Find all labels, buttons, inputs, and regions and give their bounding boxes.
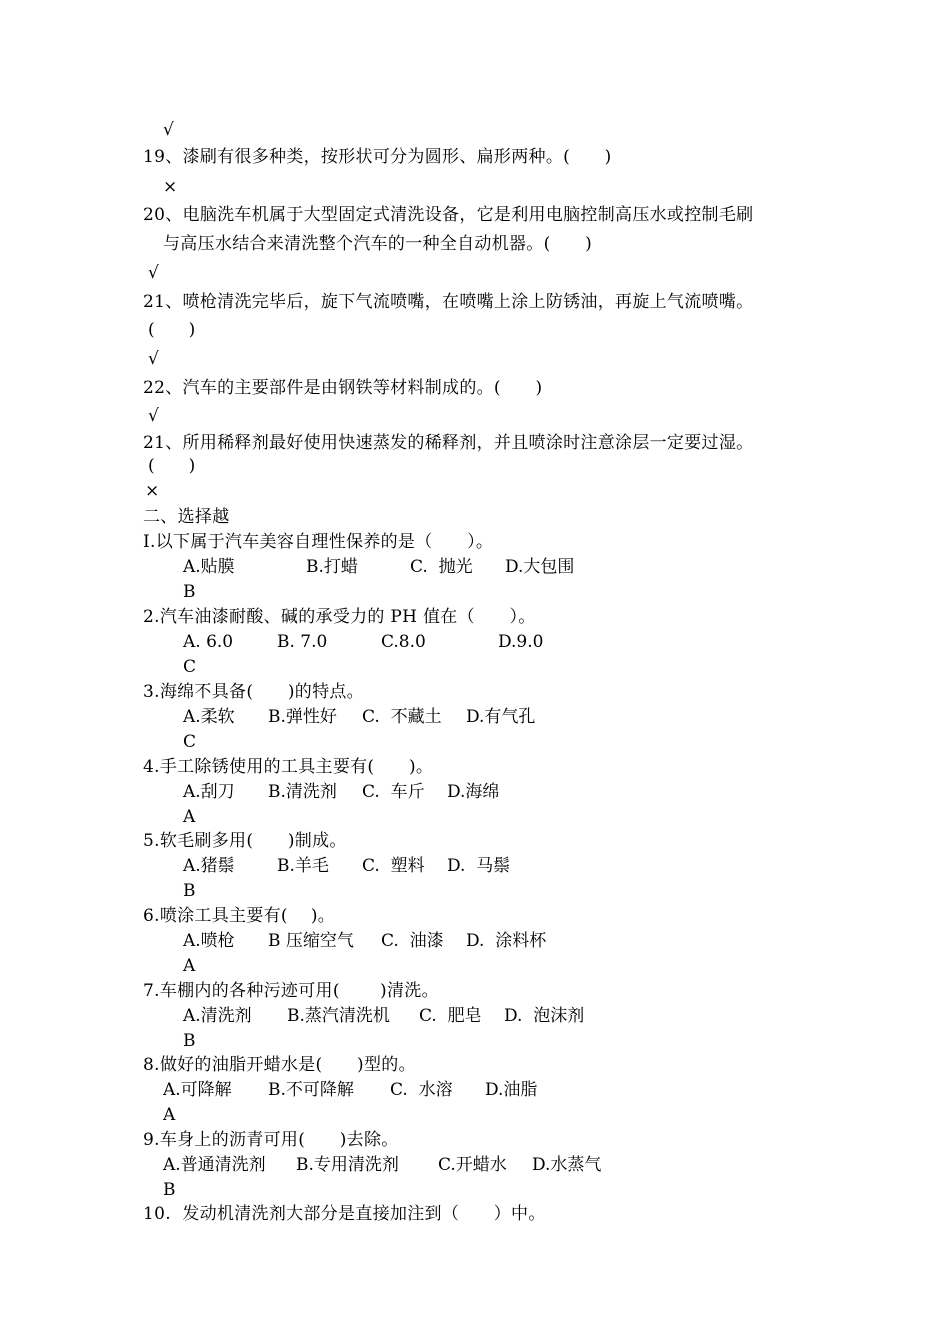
mc-8-option-c: C. 水溶 xyxy=(390,1080,453,1100)
mc-9-option-b: B.专用清洗剂 xyxy=(296,1155,399,1175)
question-21a-line2: ( ) xyxy=(148,320,196,340)
mc-4-option-c: C. 车斤 xyxy=(362,782,425,802)
mc-question-3: 3.海绵不具备( )的特点。 xyxy=(143,682,364,702)
mc-5-answer: B xyxy=(183,881,196,901)
mc-9-answer: B xyxy=(163,1180,176,1200)
mc-question-7: 7.车棚内的各种污迹可用( )清洗。 xyxy=(143,981,439,1001)
mc-8-option-b: B.不可降解 xyxy=(268,1080,354,1100)
answer-20: √ xyxy=(148,263,159,283)
mc-4-option-a: A.刮刀 xyxy=(183,782,235,802)
mc-4-option-b: B.清洗剂 xyxy=(268,782,337,802)
answer-19: × xyxy=(163,177,178,197)
question-21b-line2: ( ) xyxy=(148,456,196,476)
mc-5-option-a: A.猪鬃 xyxy=(183,856,235,876)
question-20-line2: 与高压水结合来清洗整个汽车的一种全自动机器。( ) xyxy=(163,234,593,254)
mc-8-option-d: D.油脂 xyxy=(485,1080,538,1100)
mc-6-option-a: A.喷枪 xyxy=(183,931,235,951)
mc-2-option-c: C.8.0 xyxy=(381,632,426,652)
mc-5-option-c: C. 塑料 xyxy=(362,856,425,876)
answer-18: √ xyxy=(163,120,174,140)
mc-8-option-a: A.可降解 xyxy=(163,1080,232,1100)
question-20-line1: 20、电脑洗车机属于大型固定式清洗设备，它是利用电脑控制高压水或控制毛刷 xyxy=(143,205,754,225)
mc-9-option-a: A.普通清洗剂 xyxy=(163,1155,266,1175)
mc-2-option-a: A. 6.0 xyxy=(183,632,234,652)
mc-9-option-c: C.开蜡水 xyxy=(438,1155,507,1175)
mc-5-option-d: D. 马鬃 xyxy=(447,856,511,876)
mc-9-option-d: D.水蒸气 xyxy=(532,1155,602,1175)
mc-7-option-a: A.清洗剂 xyxy=(183,1006,252,1026)
mc-7-option-b: B.蒸汽清洗机 xyxy=(287,1006,390,1026)
mc-1-answer: B xyxy=(183,582,196,602)
mc-4-option-d: D.海绵 xyxy=(447,782,500,802)
mc-3-option-c: C. 不藏土 xyxy=(362,707,442,727)
mc-question-2: 2.汽车油漆耐酸、碱的承受力的 PH 值在（ ）。 xyxy=(143,607,536,627)
mc-question-10: 10. 发动机清洗剂大部分是直接加注到（ ）中。 xyxy=(143,1204,546,1224)
mc-2-option-d: D.9.0 xyxy=(498,632,544,652)
question-21a-line1: 21、喷枪清洗完毕后，旋下气流喷嘴，在喷嘴上涂上防锈油，再旋上气流喷嘴。 xyxy=(143,292,754,312)
mc-question-1: I.以下属于汽车美容自理性保养的是（ ）。 xyxy=(143,532,494,552)
answer-21a: √ xyxy=(148,349,159,369)
mc-3-answer: C xyxy=(183,732,197,752)
mc-7-option-d: D. 泡沫剂 xyxy=(504,1006,585,1026)
question-19: 19、漆刷有很多种类，按形状可分为圆形、扁形两种。( ) xyxy=(143,147,612,167)
mc-3-option-a: A.柔软 xyxy=(183,707,235,727)
mc-4-answer: A xyxy=(183,807,196,827)
mc-6-option-b: B 压缩空气 xyxy=(268,931,354,951)
mc-6-answer: A xyxy=(183,956,196,976)
mc-1-option-b: B.打蜡 xyxy=(306,557,358,577)
mc-2-option-b: B. 7.0 xyxy=(277,632,328,652)
mc-6-option-c: C. 油漆 xyxy=(381,931,444,951)
mc-7-answer: B xyxy=(183,1031,196,1051)
mc-1-option-c: C. 抛光 xyxy=(410,557,473,577)
mc-3-option-b: B.弹性好 xyxy=(268,707,337,727)
mc-question-6: 6.喷涂工具主要有( )。 xyxy=(143,906,336,926)
section-title: 二、选择越 xyxy=(143,507,230,527)
question-22: 22、汽车的主要部件是由钢铁等材料制成的。( ) xyxy=(143,378,543,398)
mc-question-4: 4.手工除锈使用的工具主要有( )。 xyxy=(143,757,434,777)
mc-3-option-d: D.有气孔 xyxy=(466,707,536,727)
mc-1-option-d: D.大包围 xyxy=(505,557,575,577)
mc-2-answer: C xyxy=(183,657,197,677)
mc-6-option-d: D. 涂料杯 xyxy=(466,931,547,951)
mc-question-8: 8.做好的油脂开蜡水是( )型的。 xyxy=(143,1055,416,1075)
mc-8-answer: A xyxy=(163,1105,176,1125)
answer-21b: × xyxy=(145,481,160,501)
mc-question-5: 5.软毛刷多用( )制成。 xyxy=(143,831,347,851)
answer-22: √ xyxy=(148,406,159,426)
mc-1-option-a: A.贴膜 xyxy=(183,557,235,577)
mc-7-option-c: C. 肥皂 xyxy=(419,1006,482,1026)
mc-question-9: 9.车身上的沥青可用( )去除。 xyxy=(143,1130,399,1150)
question-21b-line1: 21、所用稀释剂最好使用快速蒸发的稀释剂，并且喷涂时注意涂层一定要过湿。 xyxy=(143,433,754,453)
mc-5-option-b: B.羊毛 xyxy=(277,856,329,876)
